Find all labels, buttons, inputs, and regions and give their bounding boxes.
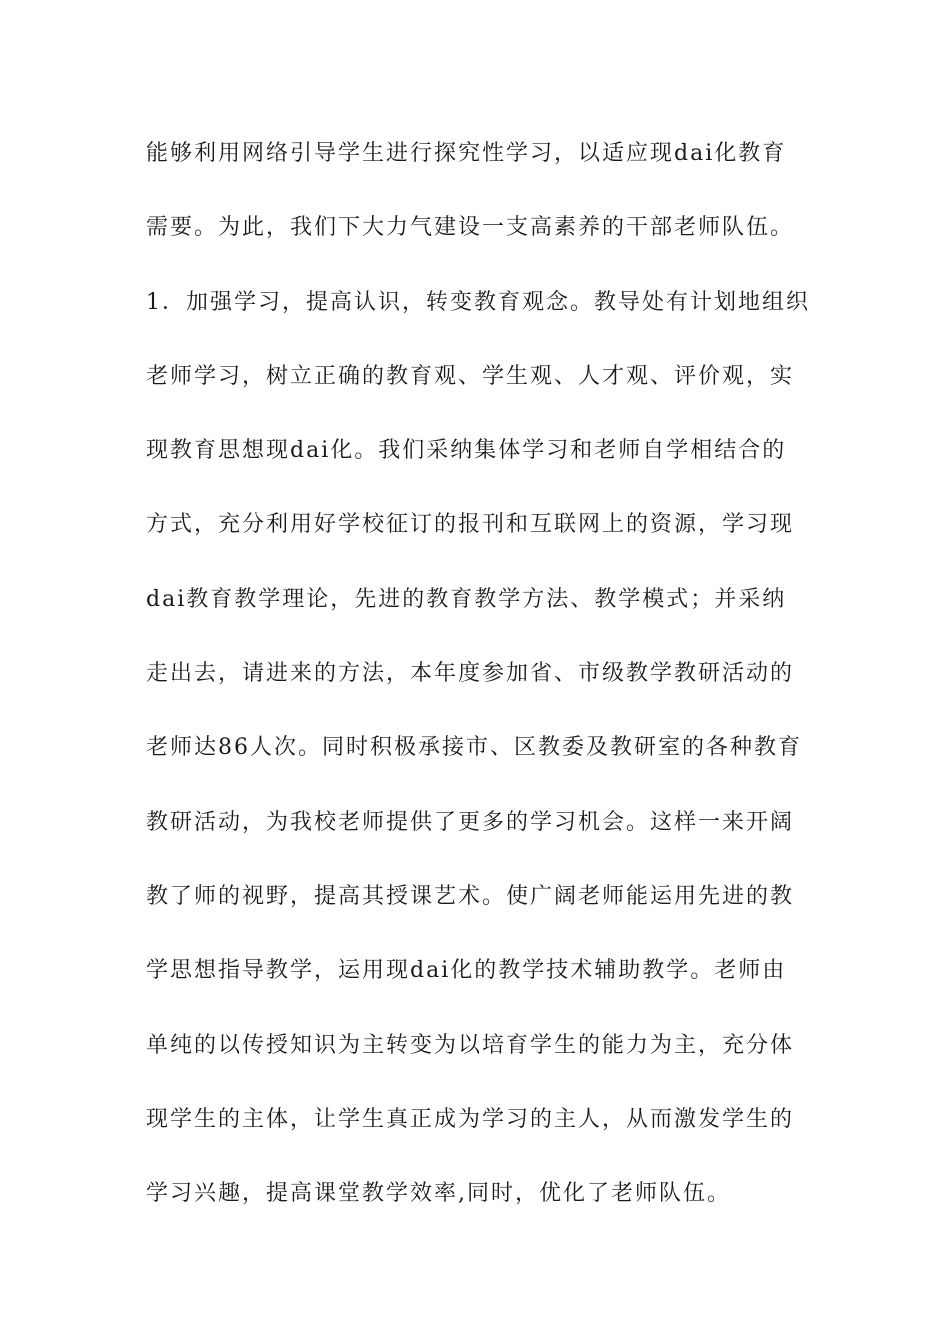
text-line: 教了师的视野，提高其授课艺术。使广阔老师能运用先进的教 [146,883,795,909]
text-line: 能够利用网络引导学生进行探究性学习，以适应现dai化教育 [146,141,787,166]
text-line: 学习兴趣，提高课堂教学效率,同时，优化了老师队伍。 [146,1181,731,1207]
text-line: 走出去，请进来的方法，本年度参加省、市级教学教研活动的 [146,661,795,687]
text-line: 老师达86人次。同时积极承接市、区教委及教研室的各种教育 [146,735,802,761]
text-line: 现教育思想现dai化。我们采纳集体学习和老师自学相结合的 [146,438,787,464]
text-line: 需要。为此，我们下大力气建设一支高素养的干部老师队伍。 [146,215,795,241]
text-line: 学思想指导教学，运用现dai化的教学技术辅助教学。老师由 [146,958,787,984]
text-line: 方式，充分利用好学校征订的报刊和互联网上的资源，学习现 [146,512,795,538]
text-line: 教研活动，为我校老师提供了更多的学习机会。这样一来开阔 [146,809,795,835]
body-text [146,132,816,1246]
text-line: 现学生的主体，让学生真正成为学习的主人，从而激发学生的 [146,1106,795,1132]
text-line: 单纯的以传授知识为主转变为以培育学生的能力为主，充分体 [146,1032,795,1058]
text-line: 1．加强学习，提高认识，转变教育观念。教导处有计划地组织 [146,289,810,315]
text-line: 老师学习，树立正确的教育观、学生观、人才观、评价观，实 [146,363,795,389]
text-line: dai教育教学理论，先进的教育教学方法、教学模式；并采纳 [146,586,787,612]
